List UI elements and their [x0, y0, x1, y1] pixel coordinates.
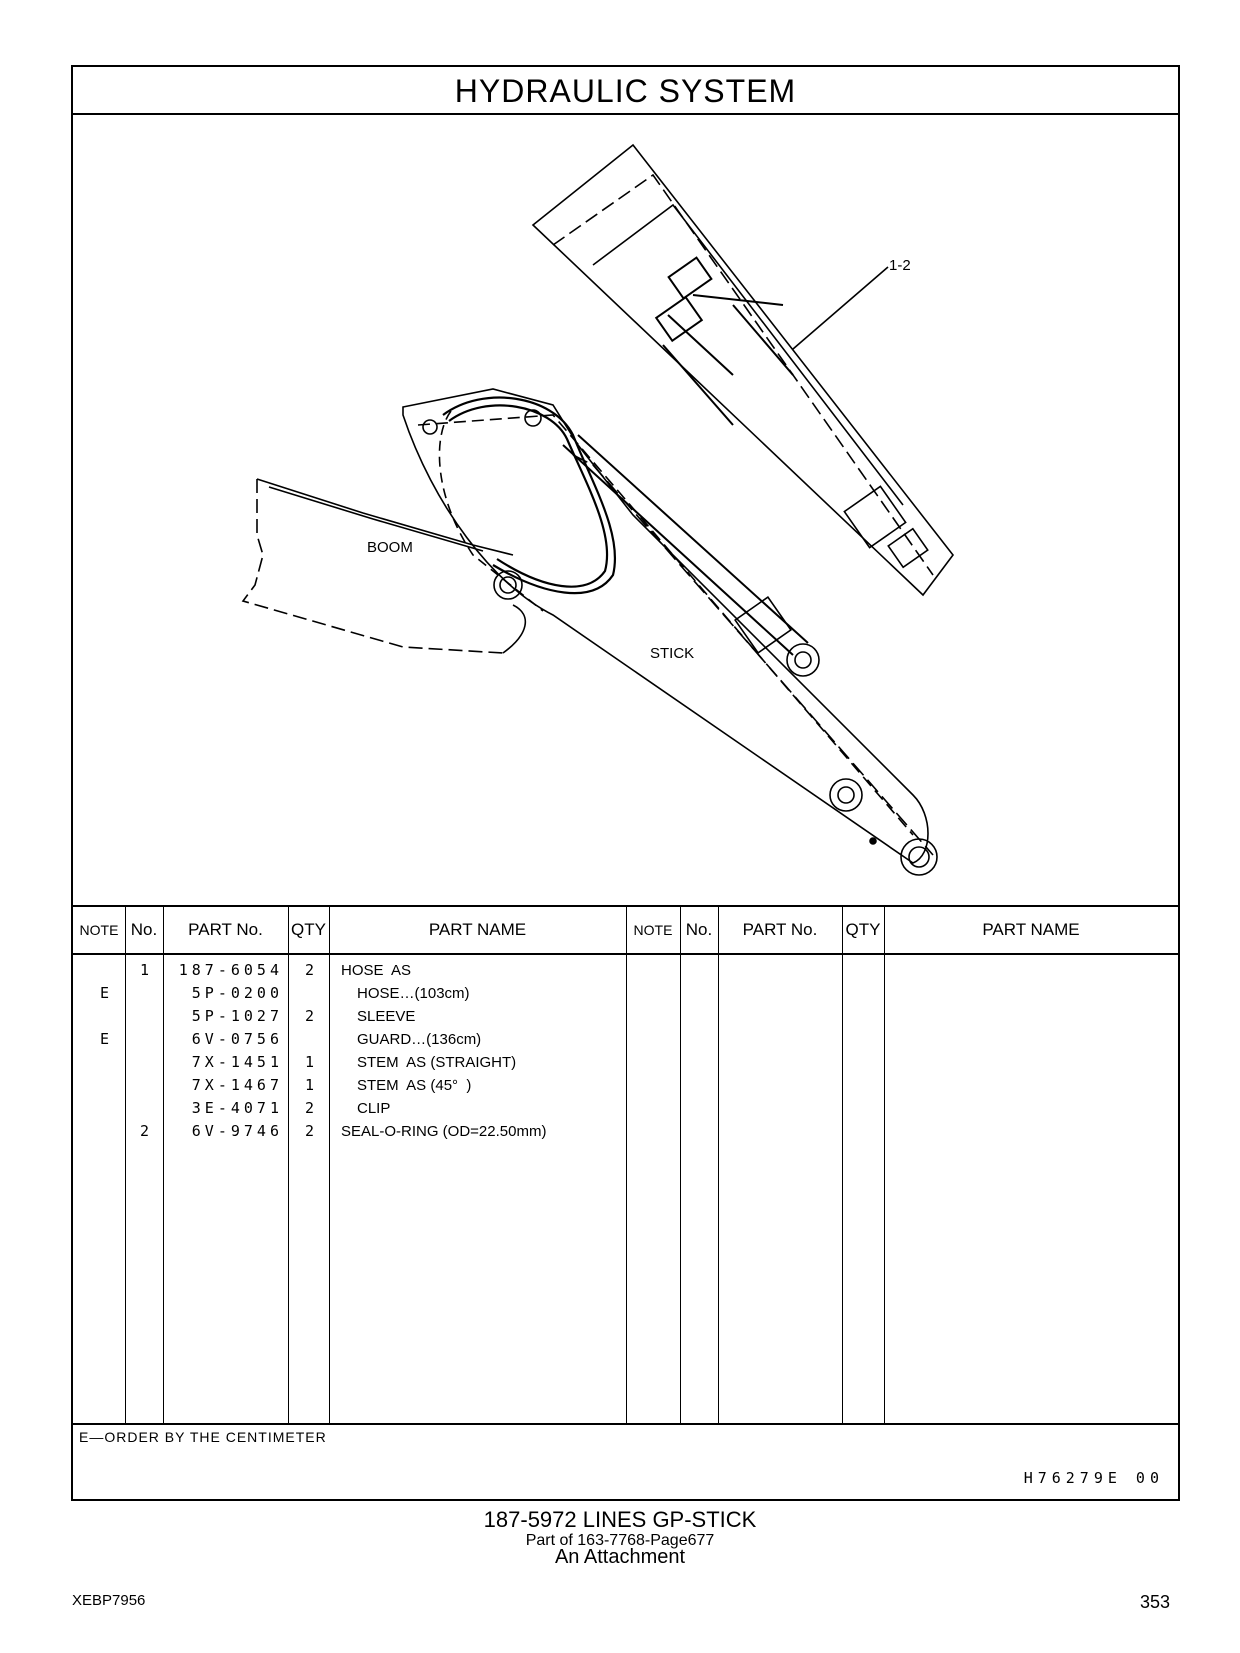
- row-no: [125, 1028, 153, 1051]
- header-part-no-right: PART No.: [742, 920, 818, 939]
- parts-page-frame: [71, 65, 1180, 1501]
- row-part-no: 6V-9746: [191, 1122, 283, 1140]
- header-qty-right: QTY: [845, 920, 881, 939]
- row-part-name: HOSE AS: [341, 962, 412, 979]
- col-sep: [163, 907, 164, 1423]
- illustration: [73, 115, 1178, 907]
- row-qty: 2: [304, 1099, 318, 1117]
- row-note: [73, 1097, 113, 1120]
- header-part-name: PART NAME: [428, 920, 527, 939]
- header-no: No.: [130, 920, 158, 939]
- header-part-name-right: PART NAME: [982, 920, 1080, 939]
- row-part-name: SLEEVE: [357, 1008, 416, 1025]
- row-note: [73, 1005, 113, 1028]
- stick-cylinder: [533, 145, 953, 676]
- stick-label: STICK: [650, 645, 695, 662]
- header-note-right: NOTE: [633, 922, 673, 938]
- col-sep: [884, 907, 885, 1423]
- row-part-no: 7X-1467: [191, 1076, 283, 1094]
- row-note: E: [99, 1030, 113, 1048]
- row-part-no: 187-6054: [178, 961, 283, 979]
- row-note: [73, 1051, 113, 1074]
- callout-label: 1-2: [889, 257, 911, 274]
- row-no: [125, 1097, 153, 1120]
- row-part-no: 3E-4071: [191, 1099, 283, 1117]
- row-part-name: STEM AS (45° ): [357, 1077, 472, 1094]
- group-part-of: Part of 163-7768-Page677: [525, 1532, 715, 1549]
- row-qty: 2: [304, 1122, 318, 1140]
- row-no: 1: [139, 961, 153, 979]
- row-part-no: 5P-1027: [191, 1007, 283, 1025]
- col-sep: [680, 907, 681, 1423]
- row-qty: 2: [304, 961, 318, 979]
- row-note: E: [99, 984, 113, 1002]
- hose-loop: [443, 398, 615, 594]
- row-part-no: 5P-0200: [191, 984, 283, 1002]
- header-note: NOTE: [79, 922, 119, 938]
- row-no: [125, 1005, 153, 1028]
- col-sep: [842, 907, 843, 1423]
- page-number: 353: [1140, 1592, 1171, 1612]
- cylinder-hoses: [656, 258, 793, 425]
- stick-lines-drawing: [73, 115, 1178, 905]
- row-part-no: 7X-1451: [191, 1053, 283, 1071]
- boom-outline: [243, 479, 525, 653]
- row-qty: [288, 982, 318, 1005]
- header-qty: QTY: [291, 920, 326, 939]
- row-qty: [288, 1028, 318, 1051]
- row-qty: 1: [304, 1076, 318, 1094]
- col-sep: [718, 907, 719, 1423]
- row-no: 2: [139, 1122, 153, 1140]
- document-id: XEBP7956: [72, 1592, 146, 1609]
- row-part-name: STEM AS (STRAIGHT): [357, 1054, 517, 1071]
- footer-divider: [73, 1423, 1178, 1425]
- header-part-no: PART No.: [188, 920, 263, 939]
- page-title: HYDRAULIC SYSTEM: [73, 67, 1178, 115]
- row-qty: 2: [304, 1007, 318, 1025]
- col-sep: [329, 907, 330, 1423]
- boom-label: BOOM: [367, 539, 413, 556]
- row-part-name: GUARD…(136cm): [357, 1031, 482, 1048]
- row-qty: 1: [304, 1053, 318, 1071]
- drawing-code: H76279E 00: [1023, 1469, 1164, 1487]
- row-no: [125, 982, 153, 1005]
- group-attachment: An Attachment: [554, 1546, 686, 1568]
- row-part-name: CLIP: [357, 1100, 391, 1117]
- row-part-no: 6V-0756: [191, 1030, 283, 1048]
- footnote: E—ORDER BY THE CENTIMETER: [79, 1429, 327, 1445]
- row-part-name: HOSE…(103cm): [357, 985, 470, 1002]
- row-no: [125, 1074, 153, 1097]
- header-no-right: No.: [685, 920, 713, 939]
- pin-joints: [423, 410, 937, 875]
- row-note: [73, 1074, 113, 1097]
- callout-leader: [793, 267, 888, 349]
- row-no: [125, 1051, 153, 1074]
- row-note: [73, 959, 113, 982]
- row-part-name: SEAL-O-RING (OD=22.50mm): [341, 1123, 547, 1140]
- row-note: [73, 1120, 113, 1143]
- group-caption: 187-5972 LINES GP-STICK: [483, 1507, 757, 1532]
